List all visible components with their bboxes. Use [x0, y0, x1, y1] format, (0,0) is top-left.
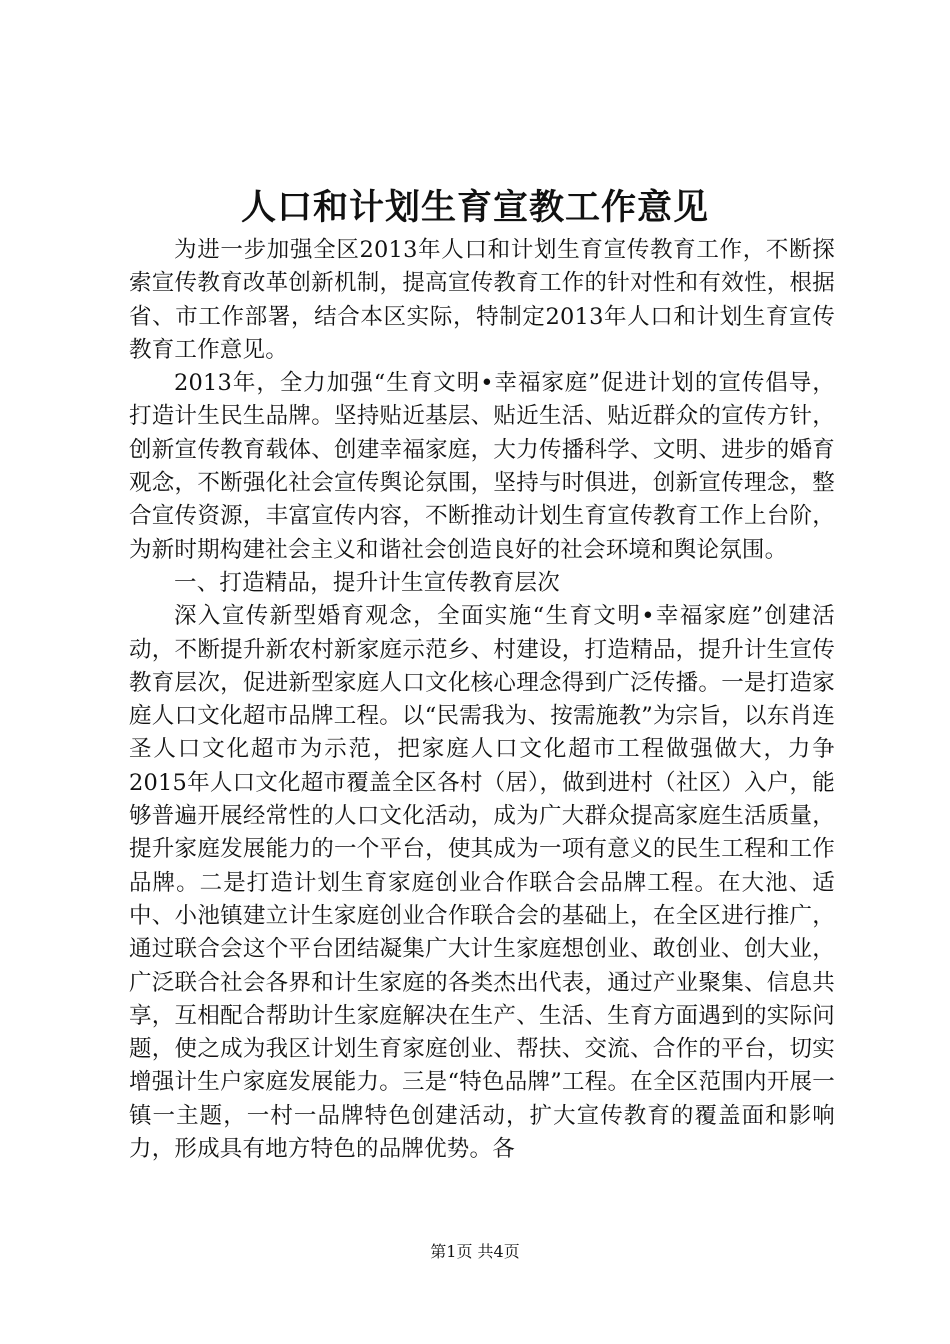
paragraph-intro: 为进一步加强全区2013年人口和计划生育宣传教育工作，不断探索宣传教育改革创新机制，提高宣传教育工作的针对性和有效性，根据省、市工作部署，结合本区实际，特制定2013年人口和计划生育宣传教育工作意见。: [129, 237, 835, 363]
paragraph-section-1: 深入宣传新型婚育观念，全面实施“生育文明•幸福家庭”创建活动，不断提升新农村新家庭示范乡、村建设，打造精品，提升计生宣传教育层次，促进新型家庭人口文化核心理念得到广泛传播。一是打造家庭人口文化超市品牌工程。以“民需我为、按需施教”为宗旨，以东肖连圣人口文化超市为示范，把家庭人口文化超市工程做强做大，力争2015年人口文化超市覆盖全区各村（居），做到进村（社区）入户，能够普遍开展经常性的人口文化活动，成为广大群众提高家庭生活质量，提升家庭发展能力的一个平台，使其成为一项有意义的民生工程和工作品牌。二是打造计划生育家庭创业合作联合会品牌工程。在大池、适中、小池镇建立计生家庭创业合作联合会的基础上，在全区进行推广，通过联合会这个平台团结凝集广大计生家庭想创业、敢创业、创大业，广泛联合社会各界和计生家庭的各类杰出代表，通过产业聚集、信息共享，互相配合帮助计生家庭解决在生产、生活、生育方面遇到的实际问题，使之成为我区计划生育家庭创业、帮扶、交流、合作的平台，切实增强计生户家庭发展能力。三是“特色品牌”工程。在全区范围内开展一镇一主题，一村一品牌特色创建活动，扩大宣传教育的覆盖面和影响力，形成具有地方特色的品牌优势。各: [129, 603, 835, 1163]
page-footer: 第1页 共4页: [430, 1242, 520, 1261]
document-body: [129, 234, 835, 1166]
paragraph-overview: 2013年，全力加强“生育文明•幸福家庭”促进计划的宣传倡导，打造计生民生品牌。坚持贴近基层、贴近生活、贴近群众的宣传方针，创新宣传教育载体、创建幸福家庭，大力传播科学、文明、进步的婚育观念，不断强化社会宣传舆论氛围，坚持与时俱进，创新宣传理念，整合宣传资源，丰富宣传内容，不断推动计划生育宣传教育工作上台阶，为新时期构建社会主义和谐社会创造良好的社会环境和舆论氛围。: [129, 370, 835, 563]
document-title: 人口和计划生育宣教工作意见: [240, 187, 709, 228]
section-heading: 一、打造精品，提升计生宣传教育层次: [174, 569, 560, 596]
